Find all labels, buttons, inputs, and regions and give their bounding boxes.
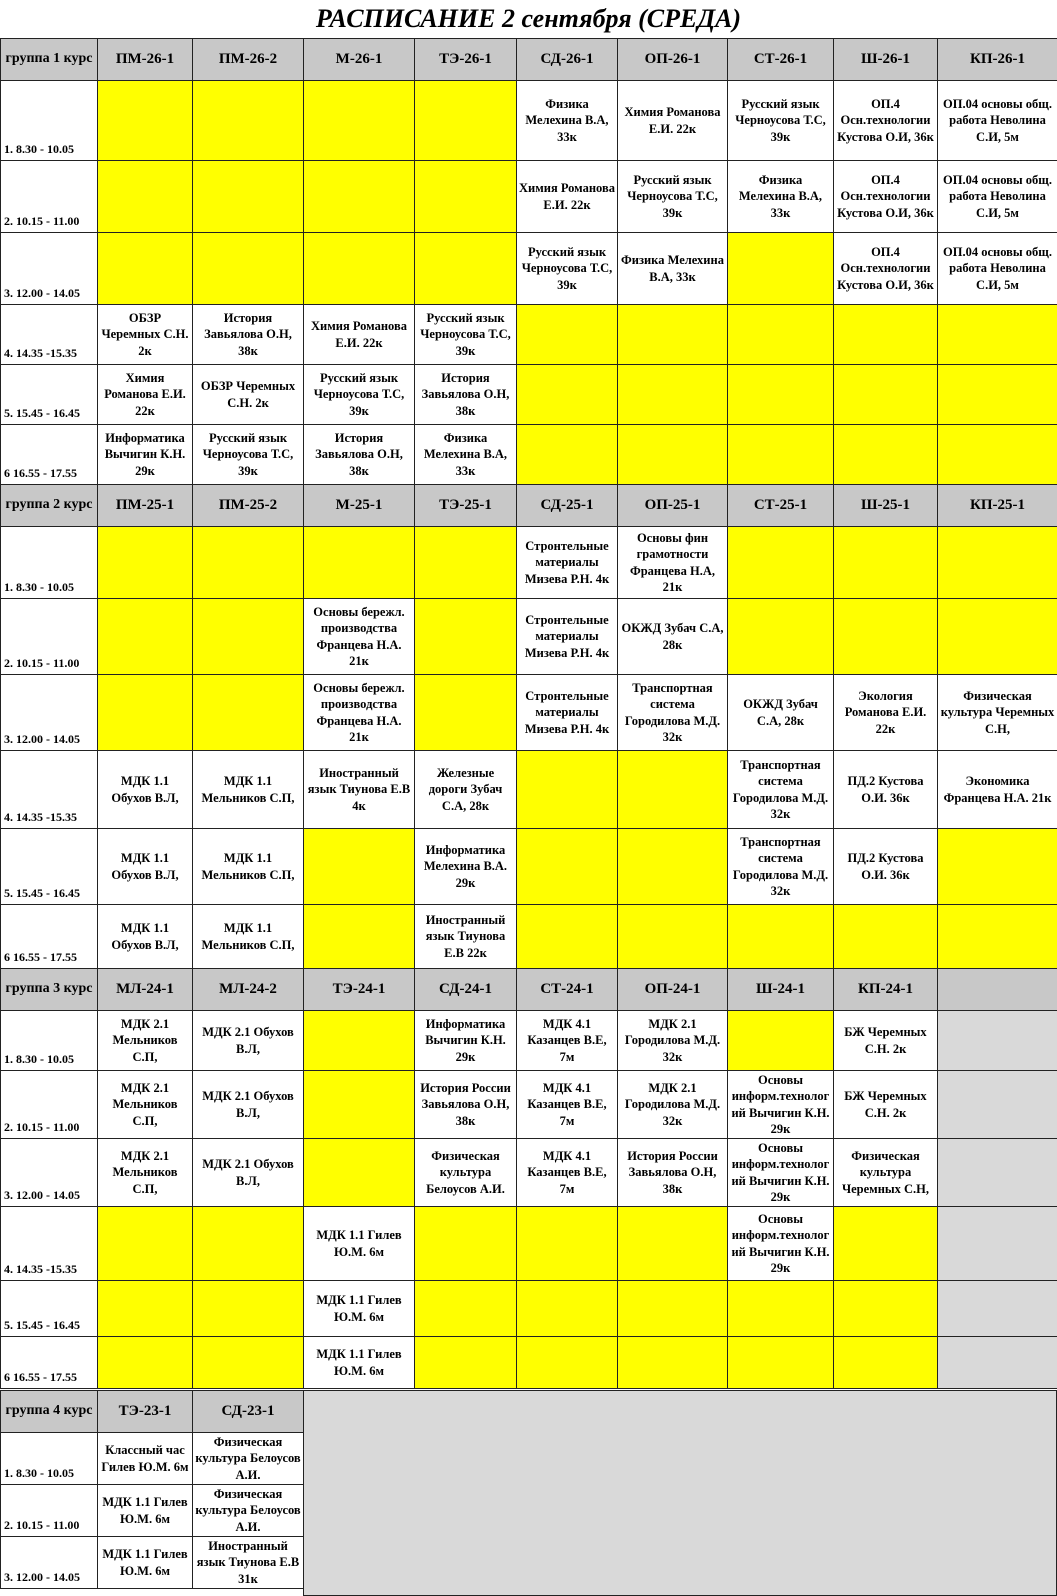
empty-lesson-cell [192, 526, 304, 599]
class-header: КП-24-1 [833, 968, 938, 1011]
empty-lesson-cell [414, 80, 517, 161]
empty-lesson-cell [414, 160, 517, 233]
empty-lesson-cell [937, 828, 1057, 905]
class-header: М-25-1 [303, 484, 415, 527]
unused-cell [937, 1070, 1057, 1139]
class-header: ПМ-25-1 [97, 484, 193, 527]
empty-lesson-cell [727, 526, 834, 599]
time-slot: 6 16.55 - 17.55 [0, 424, 98, 485]
group-label: группа 2 курс [0, 484, 98, 527]
empty-lesson-cell [617, 1336, 728, 1389]
schedule-grid [0, 38, 1057, 1596]
lesson-cell: МДК 1.1 Мельников С.П, [192, 750, 304, 829]
lesson-cell: ПД.2 Кустова О.И. 36к [833, 750, 938, 829]
class-header: МЛ-24-1 [97, 968, 193, 1011]
empty-lesson-cell [414, 1280, 517, 1337]
empty-lesson-cell [97, 1336, 193, 1389]
lesson-cell: Физическая культура Белоусов А.И. [414, 1138, 517, 1207]
class-header: СД-26-1 [516, 38, 618, 81]
lesson-cell: МДК 4.1 Казанцев В.Е, 7м [516, 1138, 618, 1207]
lesson-cell: МДК 2.1 Обухов В.Л, [192, 1010, 304, 1071]
empty-lesson-cell [192, 80, 304, 161]
empty-lesson-cell [833, 598, 938, 675]
lesson-cell: Основы информ.технолог ий Вычигин К.Н. 29к [727, 1138, 834, 1207]
lesson-cell: Химия Романова Е.И. 22к [97, 364, 193, 425]
lesson-cell: ОП.4 Осн.технологии Кустова О.И, 36к [833, 232, 938, 305]
lesson-cell: История Завьялова О.Н, 38к [192, 304, 304, 365]
empty-lesson-cell [192, 1280, 304, 1337]
time-slot: 4. 14.35 -15.35 [0, 304, 98, 365]
lesson-cell: Русский язык Черноусова Т.С, 39к [617, 160, 728, 233]
lesson-cell: Физика Мелехина В.А, 33к [516, 80, 618, 161]
group-label: группа 3 курс [0, 968, 98, 1011]
lesson-cell: История Завьялова О.Н, 38к [303, 424, 415, 485]
empty-lesson-cell [192, 598, 304, 675]
time-slot: 5. 15.45 - 16.45 [0, 1280, 98, 1337]
empty-lesson-cell [192, 232, 304, 305]
time-slot: 3. 12.00 - 14.05 [0, 1138, 98, 1207]
lesson-cell: ОКЖД Зубач С.А, 28к [617, 598, 728, 675]
lesson-cell: Русский язык Черноусова Т.С, 39к [516, 232, 618, 305]
class-header: СТ-24-1 [516, 968, 618, 1011]
lesson-cell: МДК 2.1 Городилова М.Д. 32к [617, 1070, 728, 1139]
time-slot: 1. 8.30 - 10.05 [0, 1432, 98, 1485]
empty-lesson-cell [192, 1206, 304, 1281]
empty-lesson-cell [727, 904, 834, 969]
time-slot: 1. 8.30 - 10.05 [0, 526, 98, 599]
lesson-cell: Физика Мелехина В.А, 33к [727, 160, 834, 233]
lesson-cell: БЖ Черемных С.Н. 2к [833, 1010, 938, 1071]
lesson-cell: Основы фин грамотности Францева Н.А, 21к [617, 526, 728, 599]
class-header: ОП-24-1 [617, 968, 728, 1011]
empty-lesson-cell [516, 424, 618, 485]
lesson-cell: Физика Мелехина В.А, 33к [617, 232, 728, 305]
lesson-cell: Основы информ.технолог ий Вычигин К.Н. 29к [727, 1206, 834, 1281]
empty-lesson-cell [303, 80, 415, 161]
lesson-cell: Классный час Гилев Ю.М. 6м [97, 1432, 193, 1485]
lesson-cell: Транспортная система Городилова М.Д. 32к [727, 750, 834, 829]
lesson-cell: Русский язык Черноусова Т.С, 39к [414, 304, 517, 365]
lesson-cell: ОП.04 основы общ. работа Неволина С.И, 5м [937, 160, 1057, 233]
empty-lesson-cell [833, 364, 938, 425]
class-header: КП-25-1 [937, 484, 1057, 527]
lesson-cell: История России Завьялова О.Н, 38к [617, 1138, 728, 1207]
empty-lesson-cell [727, 232, 834, 305]
lesson-cell: ОКЖД Зубач С.А, 28к [727, 674, 834, 751]
lesson-cell: МДК 1.1 Обухов В.Л, [97, 828, 193, 905]
empty-lesson-cell [617, 1206, 728, 1281]
lesson-cell: МДК 1.1 Мельников С.П, [192, 904, 304, 969]
class-header: ОП-25-1 [617, 484, 728, 527]
lesson-cell: МДК 2.1 Мельников С.П, [97, 1010, 193, 1071]
lesson-cell: МДК 2.1 Обухов В.Л, [192, 1070, 304, 1139]
empty-lesson-cell [516, 828, 618, 905]
empty-lesson-cell [516, 1206, 618, 1281]
class-header: ТЭ-26-1 [414, 38, 517, 81]
empty-lesson-cell [833, 1206, 938, 1281]
time-slot: 1. 8.30 - 10.05 [0, 1010, 98, 1071]
group-label: группа 1 курс [0, 38, 98, 81]
unused-header-cell [937, 968, 1057, 1011]
lesson-cell: Иностранный язык Тиунова Е.В 4к [303, 750, 415, 829]
empty-lesson-cell [937, 598, 1057, 675]
empty-lesson-cell [833, 304, 938, 365]
class-header: СД-24-1 [414, 968, 517, 1011]
time-slot: 4. 14.35 -15.35 [0, 1206, 98, 1281]
class-header: М-26-1 [303, 38, 415, 81]
lesson-cell: ОБЗР Черемных С.Н. 2к [97, 304, 193, 365]
lesson-cell: Физическая культура Белоусов А.И. [192, 1484, 304, 1537]
time-slot: 2. 10.15 - 11.00 [0, 1484, 98, 1537]
unused-cell [937, 1010, 1057, 1071]
time-slot: 3. 12.00 - 14.05 [0, 1536, 98, 1589]
lesson-cell: МДК 1.1 Гилев Ю.М. 6м [97, 1536, 193, 1589]
lesson-cell: ОП.4 Осн.технологии Кустова О.И, 36к [833, 80, 938, 161]
lesson-cell: БЖ Черемных С.Н. 2к [833, 1070, 938, 1139]
empty-lesson-cell [727, 424, 834, 485]
lesson-cell: Физическая культура Белоусов А.И. [192, 1432, 304, 1485]
unused-cell [937, 1280, 1057, 1337]
empty-lesson-cell [516, 750, 618, 829]
empty-lesson-cell [727, 1280, 834, 1337]
time-slot: 6 16.55 - 17.55 [0, 904, 98, 969]
class-header: ПМ-26-2 [192, 38, 304, 81]
time-slot: 1. 8.30 - 10.05 [0, 80, 98, 161]
class-header: Ш-26-1 [833, 38, 938, 81]
empty-lesson-cell [727, 364, 834, 425]
lesson-cell: История Завьялова О.Н, 38к [414, 364, 517, 425]
time-slot: 2. 10.15 - 11.00 [0, 1070, 98, 1139]
empty-lesson-cell [937, 424, 1057, 485]
class-header: ПМ-26-1 [97, 38, 193, 81]
lesson-cell: МДК 1.1 Обухов В.Л, [97, 750, 193, 829]
time-slot: 3. 12.00 - 14.05 [0, 674, 98, 751]
class-header: ОП-26-1 [617, 38, 728, 81]
empty-lesson-cell [617, 304, 728, 365]
lesson-cell: Информатика Вычигин К.Н. 29к [414, 1010, 517, 1071]
empty-lesson-cell [303, 1138, 415, 1207]
lesson-cell: Русский язык Черноусова Т.С, 39к [192, 424, 304, 485]
empty-lesson-cell [516, 1336, 618, 1389]
lesson-cell: Железные дороги Зубач С.А, 28к [414, 750, 517, 829]
unused-cell [937, 1138, 1057, 1207]
empty-lesson-cell [516, 364, 618, 425]
empty-lesson-cell [727, 598, 834, 675]
lesson-cell: МДК 4.1 Казанцев В.Е, 7м [516, 1010, 618, 1071]
class-header: СД-25-1 [516, 484, 618, 527]
page-title: РАСПИСАНИЕ 2 сентября (СРЕДА) [315, 4, 742, 33]
empty-lesson-cell [414, 674, 517, 751]
empty-lesson-cell [833, 1336, 938, 1389]
lesson-cell: ОБЗР Черемных С.Н. 2к [192, 364, 304, 425]
empty-lesson-cell [97, 1206, 193, 1281]
time-slot: 2. 10.15 - 11.00 [0, 160, 98, 233]
empty-lesson-cell [937, 526, 1057, 599]
lesson-cell: МДК 2.1 Мельников С.П, [97, 1070, 193, 1139]
empty-lesson-cell [303, 526, 415, 599]
lesson-cell: Химия Романова Е.И. 22к [516, 160, 618, 233]
time-slot: 5. 15.45 - 16.45 [0, 828, 98, 905]
lesson-cell: ПД.2 Кустова О.И. 36к [833, 828, 938, 905]
empty-lesson-cell [414, 1336, 517, 1389]
empty-lesson-cell [937, 364, 1057, 425]
lesson-cell: Транспортная система Городилова М.Д. 32к [617, 674, 728, 751]
empty-lesson-cell [97, 232, 193, 305]
lesson-cell: МДК 2.1 Обухов В.Л, [192, 1138, 304, 1207]
empty-lesson-cell [516, 1280, 618, 1337]
empty-lesson-cell [97, 160, 193, 233]
unused-cell [937, 1336, 1057, 1389]
empty-lesson-cell [727, 1336, 834, 1389]
class-header: Ш-25-1 [833, 484, 938, 527]
lesson-cell: Основы бережл. производства Францева Н.А. 21к [303, 598, 415, 675]
unused-cell [937, 1206, 1057, 1281]
empty-lesson-cell [617, 424, 728, 485]
lesson-cell: Транспортная система Городилова М.Д. 32к [727, 828, 834, 905]
lesson-cell: Стронтельные материалы Мизева Р.Н. 4к [516, 598, 618, 675]
lesson-cell: Русский язык Черноусова Т.С, 39к [727, 80, 834, 161]
empty-lesson-cell [617, 1280, 728, 1337]
lesson-cell: Физическая культура Черемных С.Н, [937, 674, 1057, 751]
lesson-cell: МДК 2.1 Мельников С.П, [97, 1138, 193, 1207]
time-slot: 4. 14.35 -15.35 [0, 750, 98, 829]
class-header: СД-23-1 [192, 1390, 304, 1433]
lesson-cell: МДК 1.1 Мельников С.П, [192, 828, 304, 905]
class-header: ТЭ-24-1 [303, 968, 415, 1011]
lesson-cell: МДК 1.1 Гилев Ю.М. 6м [303, 1280, 415, 1337]
empty-lesson-cell [192, 674, 304, 751]
class-header: ТЭ-25-1 [414, 484, 517, 527]
empty-lesson-cell [303, 232, 415, 305]
empty-lesson-cell [617, 828, 728, 905]
empty-lesson-cell [97, 1280, 193, 1337]
lesson-cell: ОП.04 основы общ. работа Неволина С.И, 5м [937, 232, 1057, 305]
empty-lesson-cell [617, 364, 728, 425]
time-slot: 6 16.55 - 17.55 [0, 1336, 98, 1389]
lesson-cell: Химия Романова Е.И. 22к [303, 304, 415, 365]
lesson-cell: Физическая культура Черемных С.Н, [833, 1138, 938, 1207]
class-header: СТ-25-1 [727, 484, 834, 527]
lesson-cell: Информатика Вычигин К.Н. 29к [97, 424, 193, 485]
time-slot: 2. 10.15 - 11.00 [0, 598, 98, 675]
empty-lesson-cell [833, 526, 938, 599]
lesson-cell: Информатика Мелехина В.А. 29к [414, 828, 517, 905]
empty-lesson-cell [192, 1336, 304, 1389]
time-slot: 3. 12.00 - 14.05 [0, 232, 98, 305]
empty-lesson-cell [833, 424, 938, 485]
lesson-cell: Стронтельные материалы Мизева Р.Н. 4к [516, 674, 618, 751]
empty-lesson-cell [937, 304, 1057, 365]
empty-lesson-cell [303, 828, 415, 905]
lesson-cell: МДК 4.1 Казанцев В.Е, 7м [516, 1070, 618, 1139]
class-header: ПМ-25-2 [192, 484, 304, 527]
empty-lesson-cell [97, 526, 193, 599]
lesson-cell: Стронтельные материалы Мизева Р.Н. 4к [516, 526, 618, 599]
class-header: КП-26-1 [937, 38, 1057, 81]
group-label: группа 4 курс [0, 1390, 98, 1433]
lesson-cell: ОП.04 основы общ. работа Неволина С.И, 5м [937, 80, 1057, 161]
empty-lesson-cell [617, 750, 728, 829]
empty-lesson-cell [303, 160, 415, 233]
lesson-cell: Химия Романова Е.И. 22к [617, 80, 728, 161]
empty-lesson-cell [192, 160, 304, 233]
lesson-cell: Экология Романова Е.И. 22к [833, 674, 938, 751]
time-slot: 5. 15.45 - 16.45 [0, 364, 98, 425]
lesson-cell: МДК 1.1 Гилев Ю.М. 6м [303, 1206, 415, 1281]
empty-lesson-cell [833, 1280, 938, 1337]
lesson-cell: Основы информ.технолог ий Вычигин К.Н. 29к [727, 1070, 834, 1139]
lesson-cell: МДК 1.1 Гилев Ю.М. 6м [97, 1484, 193, 1537]
empty-lesson-cell [97, 598, 193, 675]
lesson-cell: МДК 2.1 Городилова М.Д. 32к [617, 1010, 728, 1071]
lesson-cell: МДК 1.1 Обухов В.Л, [97, 904, 193, 969]
lesson-cell: Физика Мелехина В.А, 33к [414, 424, 517, 485]
empty-lesson-cell [516, 904, 618, 969]
empty-lesson-cell [937, 904, 1057, 969]
empty-lesson-cell [414, 526, 517, 599]
class-header: МЛ-24-2 [192, 968, 304, 1011]
empty-lesson-cell [833, 904, 938, 969]
empty-lesson-cell [303, 904, 415, 969]
empty-lesson-cell [617, 904, 728, 969]
empty-lesson-cell [97, 80, 193, 161]
empty-lesson-cell [727, 304, 834, 365]
empty-lesson-cell [303, 1010, 415, 1071]
empty-lesson-cell [414, 232, 517, 305]
lesson-cell: Иностранный язык Тиунова Е.В 22к [414, 904, 517, 969]
lesson-cell: Иностранный язык Тиунова Е.В 31к [192, 1536, 304, 1589]
empty-lesson-cell [414, 598, 517, 675]
lesson-cell: Русский язык Черноусова Т.С, 39к [303, 364, 415, 425]
lesson-cell: Основы бережл. производства Францева Н.А. 21к [303, 674, 415, 751]
empty-lesson-cell [97, 674, 193, 751]
class-header: СТ-26-1 [727, 38, 834, 81]
lesson-cell: История России Завьялова О.Н, 38к [414, 1070, 517, 1139]
lesson-cell: Экономика Францева Н.А. 21к [937, 750, 1057, 829]
empty-lesson-cell [303, 1070, 415, 1139]
empty-lesson-cell [516, 304, 618, 365]
lesson-cell: МДК 1.1 Гилев Ю.М. 6м [303, 1336, 415, 1389]
empty-lesson-cell [414, 1206, 517, 1281]
class-header: ТЭ-23-1 [97, 1390, 193, 1433]
class-header: Ш-24-1 [727, 968, 834, 1011]
empty-lesson-cell [727, 1010, 834, 1071]
lesson-cell: ОП.4 Осн.технологии Кустова О.И, 36к [833, 160, 938, 233]
blank-area [303, 1390, 1057, 1596]
